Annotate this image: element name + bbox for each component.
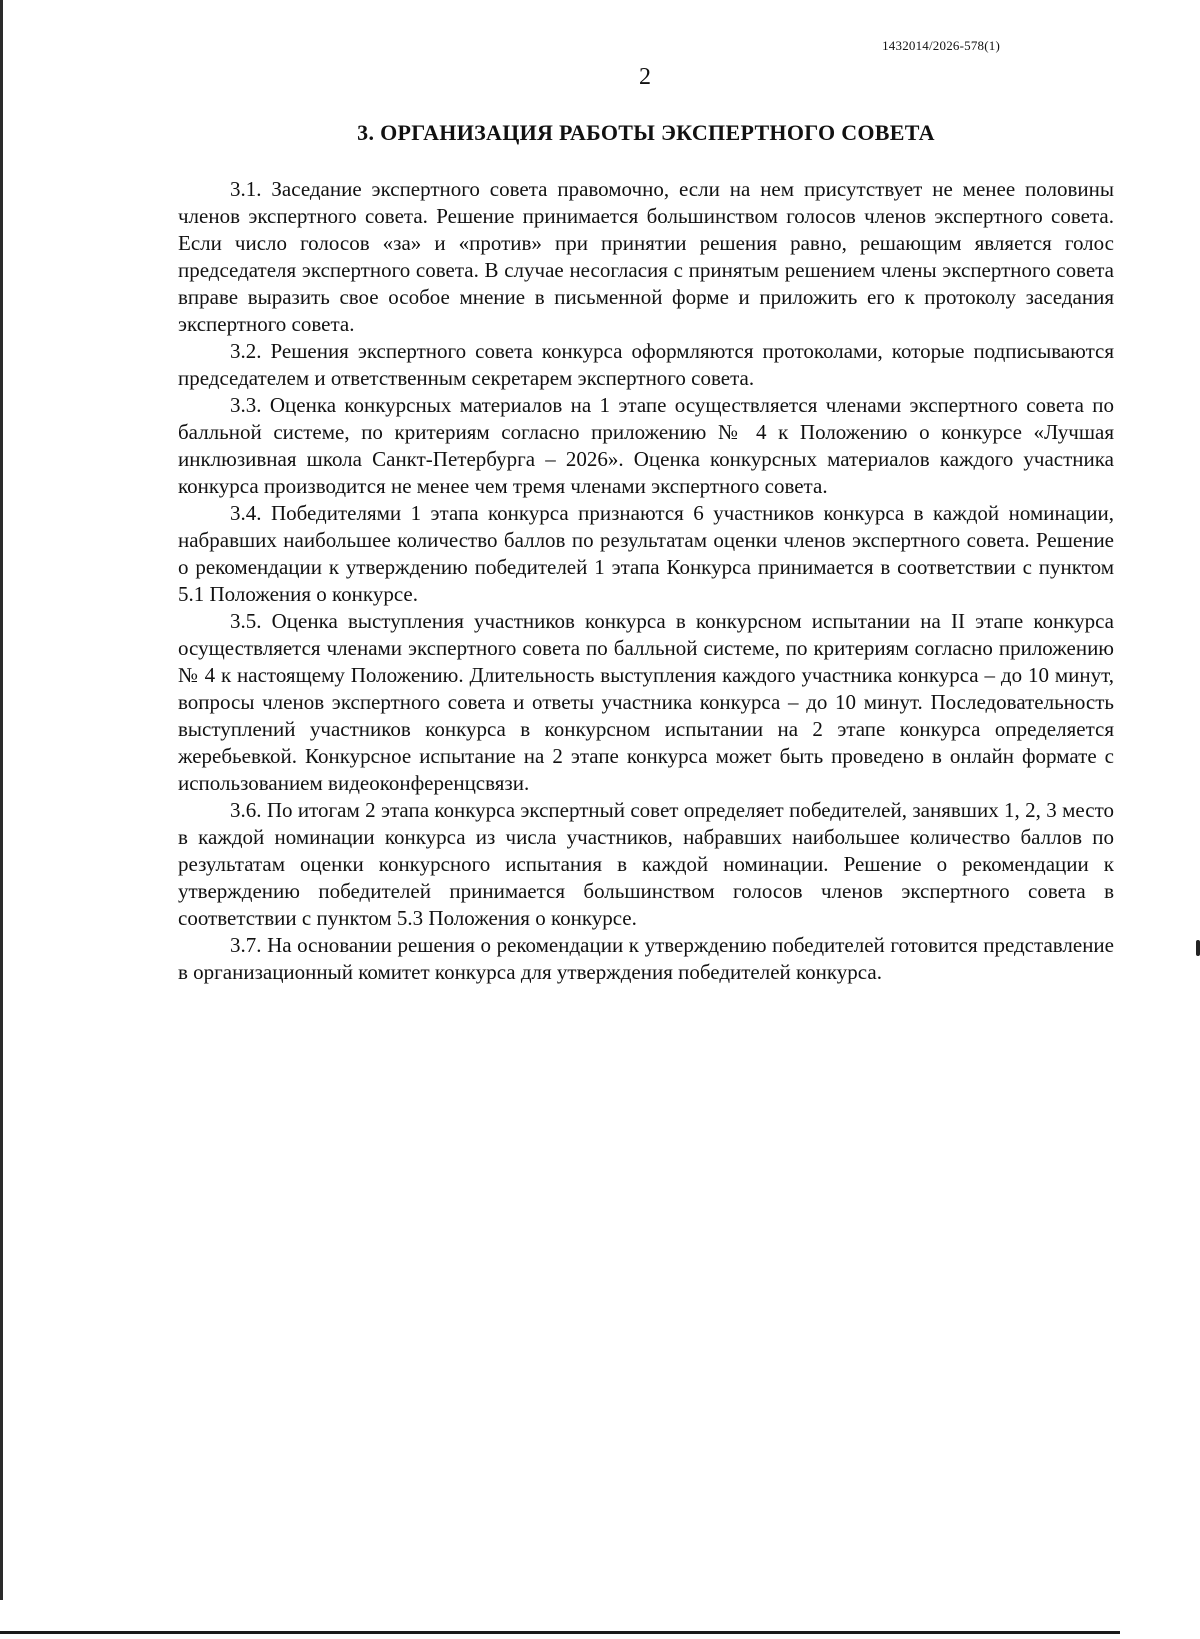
scan-mark-right <box>1196 940 1200 956</box>
paragraph-3-7: 3.7. На основании решения о рекомендации к утверждению победителей готовится представление в организационный комитет конкурса для утверждения победителей конкурса. <box>178 933 1114 984</box>
scan-edge-bottom <box>0 1631 1120 1634</box>
paragraph-3-6: 3.6. По итогам 2 этапа конкурса экспертный совет определяет победителей, занявших 1, 2, 3 место в каждой номинации конкурса из числа участников, набравших наибольшее количество баллов по результатам оценки конкурсного испытания в каждой номинации. Решение о рекомендации к утверждению победителей принимается большинством голосов членов экспертного совета в соответствии с пунктом 5.3 Положения о конкурсе. <box>178 798 1114 930</box>
document-body <box>178 176 1114 986</box>
paragraph-3-4: 3.4. Победителями 1 этапа конкурса признаются 6 участников конкурса в каждой номинации, набравших наибольшее количество баллов по результатам оценки членов экспертного совета. Решение о рекомендации к утверждению победителей 1 этапа Конкурса принимается в соответствии с пунктом 5.1 Положения о конкурсе. <box>178 501 1114 606</box>
paragraph-3-5: 3.5. Оценка выступления участников конкурса в конкурсном испытании на II этапе конкурса осуществляется членами экспертного совета по балльной системе, по критериям согласно приложению № 4 к настоящему Положению. Длительность выступления каждого участника конкурса – до 10 минут, вопросы членов экспертного совета и ответы участника конкурса – до 10 минут. Последовательность выступлений участников конкурса в конкурсном испытании на 2 этапе конкурса определяется жеребьевкой. Конкурсное испытание на 2 этапе конкурса может быть проведено в онлайн формате с использованием видеоконференцсвязи. <box>178 609 1114 795</box>
page-number: 2 <box>639 64 651 90</box>
paragraph-3-3: 3.3. Оценка конкурсных материалов на 1 этапе осуществляется членами экспертного совета по балльной системе, по критериям согласно приложению № 4 к Положению о конкурсе «Лучшая инклюзивная школа Санкт-Петербурга – 2026». Оценка конкурсных материалов каждого участника конкурса производится не менее чем тремя членами экспертного совета. <box>178 393 1114 498</box>
paragraph-3-2: 3.2. Решения экспертного совета конкурса оформляются протоколами, которые подписываются председателем и ответственным секретарем экспертного совета. <box>178 339 1114 390</box>
section-title: 3. ОРГАНИЗАЦИЯ РАБОТЫ ЭКСПЕРТНОГО СОВЕТА <box>357 120 935 145</box>
paragraph-3-1: 3.1. Заседание экспертного совета правомочно, если на нем присутствует не менее половины членов экспертного совета. Решение принимается большинством голосов членов экспертного совета. Если число голосов «за» и «против» при принятии решения равно, решающим является голос председателя экспертного совета. В случае несогласия с принятым решением члены экспертного совета вправе выразить свое особое мнение в письменной форме и приложить его к протоколу заседания экспертного совета. <box>178 177 1114 336</box>
scan-edge-left <box>0 0 3 1600</box>
document-number: 1432014/2026-578(1) <box>882 38 1000 53</box>
